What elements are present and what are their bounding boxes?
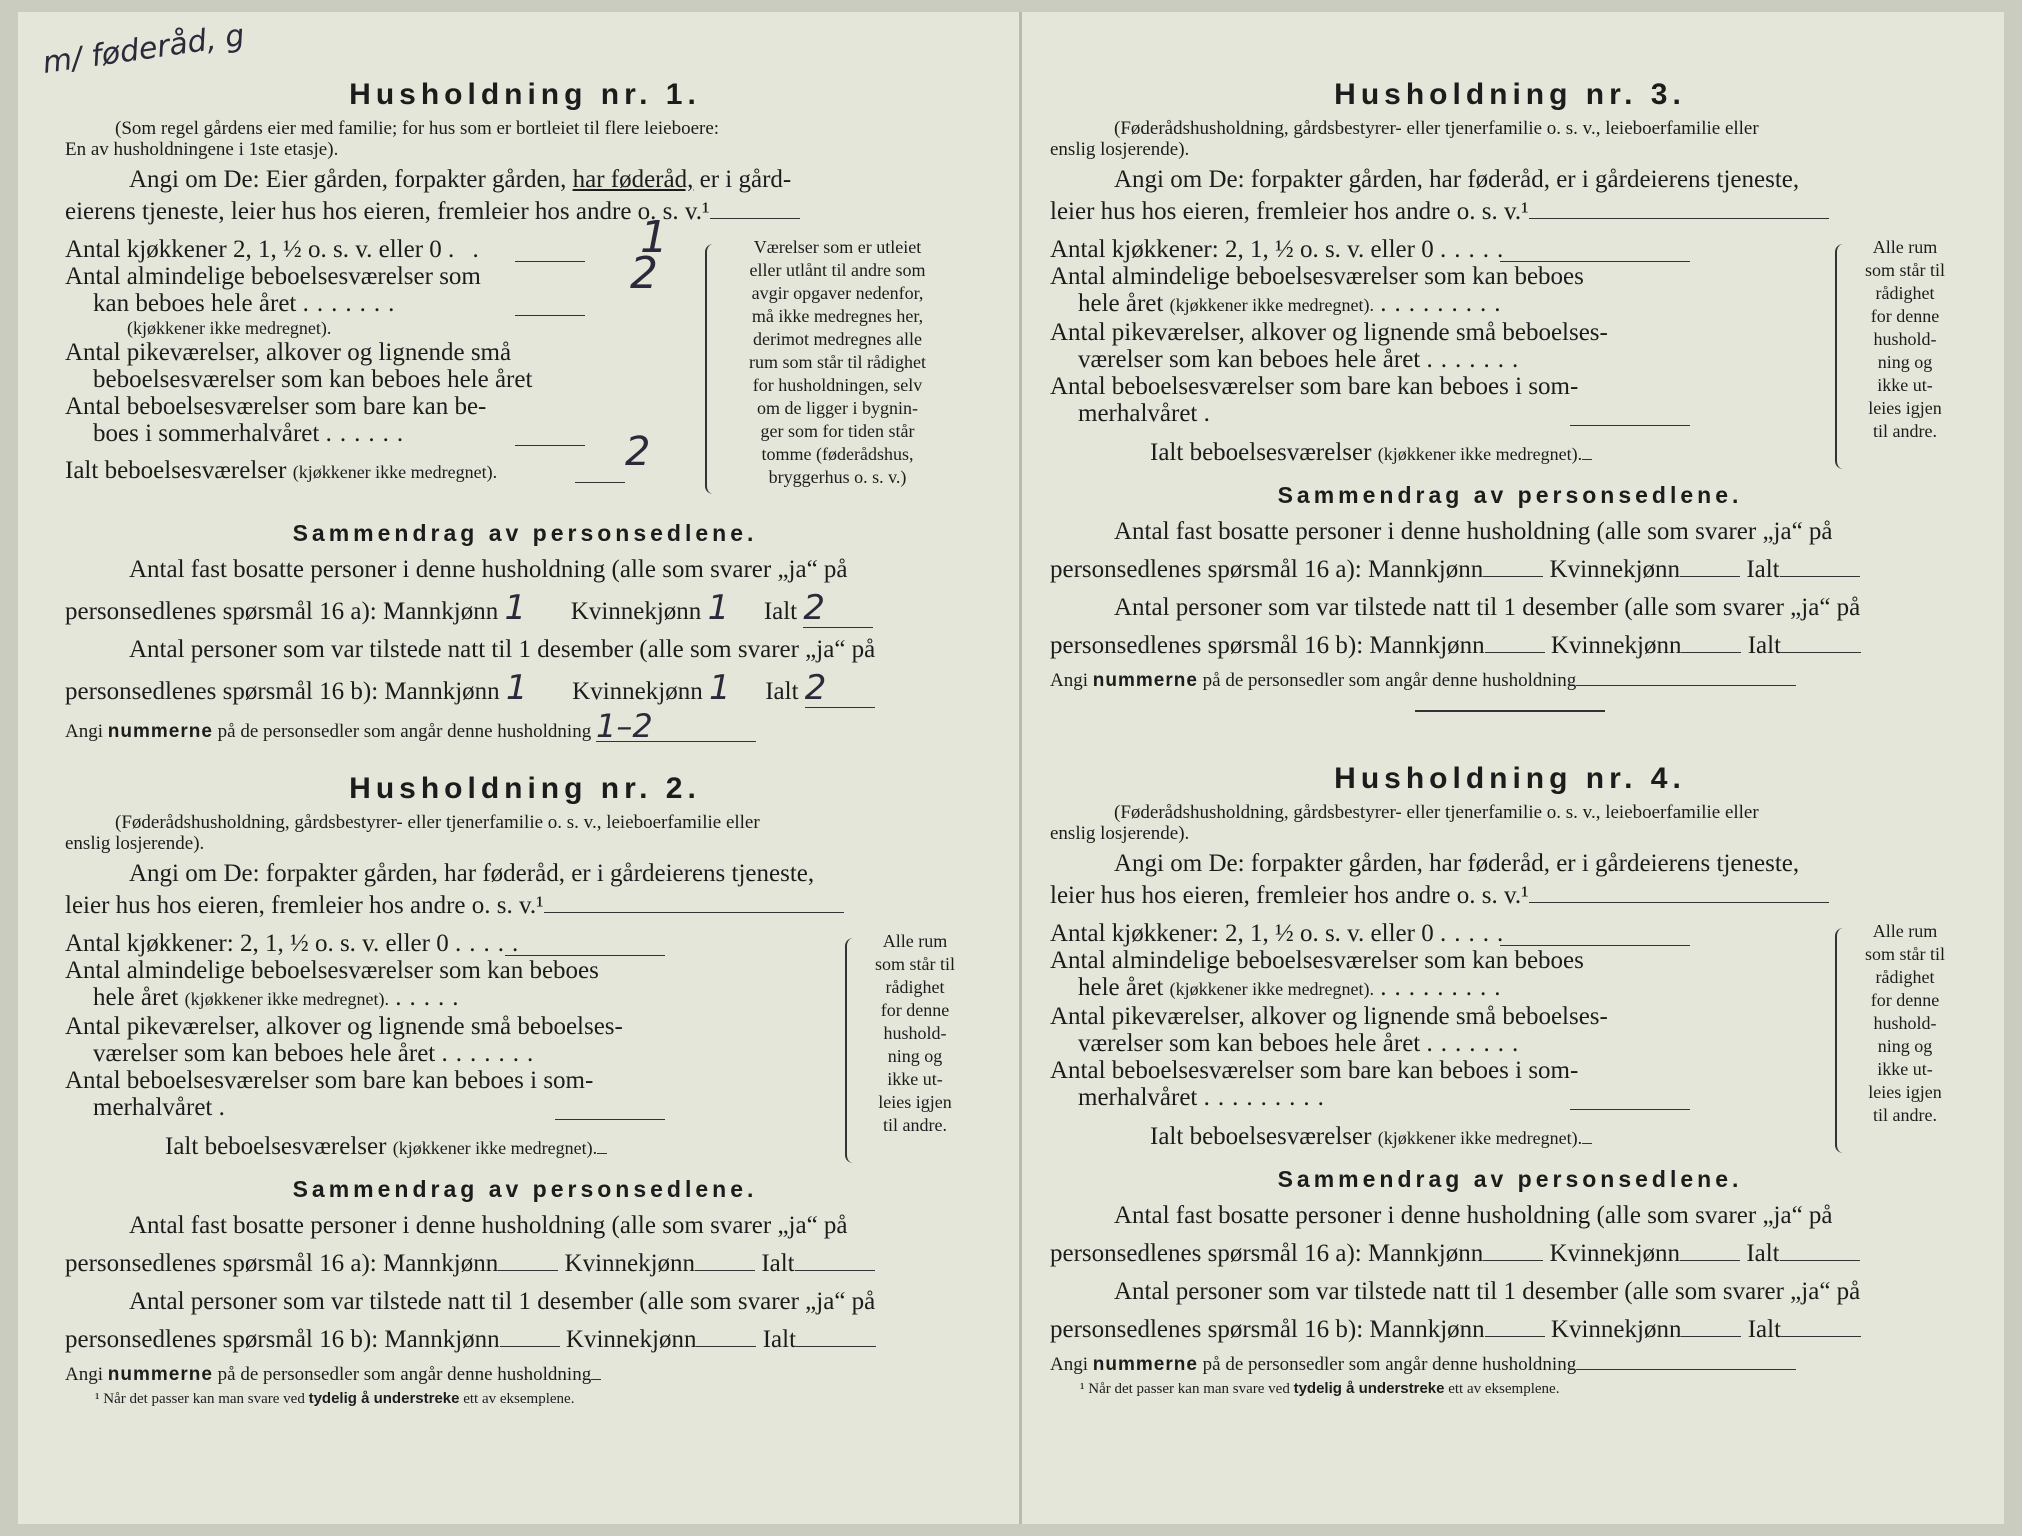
kitchens-value: 1 <box>640 212 668 263</box>
household-1-answer-underlined: har føderåd, <box>572 166 694 193</box>
footnote-right: ¹ Når det passer kan man svare ved tydelig å understreke ett av eksemplene. <box>1080 1380 1560 1397</box>
footnote-left: ¹ Når det passer kan man svare ved tydelig å understreke ett av eksemplene. <box>95 1390 575 1407</box>
section-divider <box>1415 710 1605 712</box>
household-2-note: Alle rum som står til rådighet for denne hushold- ning og ikke ut- leies igjen til andre. <box>875 931 955 1135</box>
household-1-present-counts: personsedlenes spørsmål 16 b): Mannkjønn 1 Kvinnekjønn 1 Ialt 2 <box>65 669 985 711</box>
household-1-numbers: Angi nummerne på de personsedler som angår denne husholdning 1–2 <box>65 711 985 747</box>
household-1-title: Husholdning nr. 1. <box>349 78 701 111</box>
household-3-rooms: Antal kjøkkener: 2, 1, ½ o. s. v. eller 0 ..... Antal almindelige beboelsesværelser som kan beboes hele året (kjøkkener ikke medregnet). ......... Antal pikeværelser, alkover og lignende små beboelses- værelser som kan beboes hele året ....... Antal beboelsesværelser som bare kan beboes i som- merhalvåret . Ialt beboelsesværelser (kjøkkener ikke medregnet). Alle rum som står til rådighet for denne hushold- ning og ikke ut- leies igjen til andre. <box>1050 236 1970 476</box>
household-1-question-cont: eierens tjeneste, leier hus hos eieren, fremleier hos andre o. s. v.¹ <box>65 196 985 228</box>
present-female-count: 1 <box>708 668 731 708</box>
present-total-count: 2 <box>805 669 875 708</box>
household-1-rooms: Antal kjøkkener 2, 1, ½ o. s. v. eller 0 . . 1 Antal almindelige beboelsesværelser som kan beboes hele året ....... 2 (kjøkkener ikke medregnet). Antal pikeværelser, alkover og lignende små beboelsesværelser som kan beboes hele året Antal beboelsesværelser som bare kan be- boes i sommerhalvåret ...... Ialt beboelsesværelser (kjøkkener ikke medregnet). 2 Værelser som er utleiet eller utlånt til andre som avgir opgaver nedenfor, må ikke medregnes her, derimot medregnes alle rum som står til rådighet for husholdningen, selv om de ligger i bygnin- ger som for tiden står tomme (føderådshus, bryggerhus o. s. v.) <box>65 236 985 506</box>
household-1: Husholdning nr. 1. (Som regel gårdens eier med familie; for hus som er bortleiet til flere leieboere: En av husholdningene i 1ste etasje). Angi om De: Eier gården, forpakter gården, har føderåd, er i gård- eierens tjeneste, leier hus hos eieren, fremleier hos andre o. s. v.¹ Antal kjøkkener 2, 1, ½ o. s. v. eller 0 . . 1 Antal almindelige beboelsesværelser som kan beboes hele året ....... 2 (kjøkkener ikke medregnet). Antal pikeværelser, alkover og lignende små beboelsesværelser som kan beboes hele året Antal beboelsesværelser som bare kan be- boes i sommerhalvåret ...... Ialt beboelsesværelser (kjøkkener ikke medregnet). 2 Værelser som er utleiet eller utlånt til andre som avgir opgaver nedenfor, må ikke medregnes her, derimot medregnes alle rum som står til rådighet for husholdningen, selv om de ligger i bygnin- ger som for tiden står tomme (føderådshus, bryggerhus o. s. v.) Sammendrag av personsedlene. Antal fast bosatte personer i denne husholdning (alle som svarer „ja“ på personsedlenes spørsmål 16 a): Mannkjønn 1 Kvinnekjønn 1 Ialt 2 Antal personer som var tilstede natt til 1 desember (alle som svarer „ja“ på personsedlenes spørsmål 16 b): Mannkjønn 1 Kvinnekjønn 1 Ialt 2 Angi nummerne på de personsedler som angår denne husholdning 1–2 <box>65 78 985 747</box>
household-2-rooms: Antal kjøkkener: 2, 1, ½ o. s. v. eller 0 ..... Antal almindelige beboelsesværelser som kan beboes hele året (kjøkkener ikke medregnet). ..... Antal pikeværelser, alkover og lignende små beboelses- værelser som kan beboes hele året ....... Antal beboelsesværelser som bare kan beboes i som- merhalvåret . Ialt beboelsesværelser (kjøkkener ikke medregnet). Alle rum som står til rådighet for denne hushold- ning og ikke ut- leies igjen til andre. <box>65 930 985 1170</box>
household-1-brace <box>705 244 721 494</box>
household-3: Husholdning nr. 3. (Føderådshusholdning, gårdsbestyrer- eller tjenerfamilie o. s. v., leieboerfamilie eller enslig losjerende). Angi om De: forpakter gården, har føderåd, er i gårdeierens tjeneste, leier hus hos eieren, fremleier hos andre o. s. v.¹ Antal kjøkkener: 2, 1, ½ o. s. v. eller 0 ..... Antal almindelige beboelsesværelser som kan beboes hele året (kjøkkener ikke medregnet). ......... Antal pikeværelser, alkover og lignende små beboelses- værelser som kan beboes hele året ....... Antal beboelsesværelser som bare kan beboes i som- merhalvåret . Ialt beboelsesværelser (kjøkkener ikke medregnet). Alle rum som står til rådighet for denne hushold- ning og ikke ut- leies igjen til andre. Sammendrag av personsedlene. Antal fast bosatte personer i denne husholdning (alle som svarer „ja“ på personsedlenes spørsmål 16 a): Mannkjønn Kvinnekjønn Ialt Antal personer som var tilstede natt til 1 desember (alle som svarer „ja“ på personsedlenes spørsmål 16 b): Mannkjønn Kvinnekjønn Ialt Angi nummerne på de personsedler som angår denne husholdning <box>1050 78 1970 726</box>
total-count: 2 <box>803 589 873 628</box>
present-male-count: 1 <box>505 668 528 708</box>
household-4-rooms: Antal kjøkkener: 2, 1, ½ o. s. v. eller 0 ..... Antal almindelige beboelsesværelser som kan beboes hele året (kjøkkener ikke medregnet). ......... Antal pikeværelser, alkover og lignende små beboelses- værelser som kan beboes hele året ....... Antal beboelsesværelser som bare kan beboes i som- merhalvåret ......... Ialt beboelsesværelser (kjøkkener ikke medregnet). Alle rum som står til rådighet for denne hushold- ning og ikke ut- leies igjen til andre. <box>1050 920 1970 1160</box>
household-1-resident-counts: personsedlenes spørsmål 16 a): Mannkjønn 1 Kvinnekjønn 1 Ialt 2 <box>65 589 985 631</box>
household-1-summary-title: Sammendrag av personsedlene. <box>292 520 758 546</box>
household-2: Husholdning nr. 2. (Føderådshusholdning, gårdsbestyrer- eller tjenerfamilie o. s. v., leieboerfamilie eller enslig losjerende). Angi om De: forpakter gården, har føderåd, er i gårdeierens tjeneste, leier hus hos eieren, fremleier hos andre o. s. v.¹ Antal kjøkkener: 2, 1, ½ o. s. v. eller 0 ..... Antal almindelige beboelsesværelser som kan beboes hele året (kjøkkener ikke medregnet). ..... Antal pikeværelser, alkover og lignende små beboelses- værelser som kan beboes hele året ....... Antal beboelsesværelser som bare kan beboes i som- merhalvåret . Ialt beboelsesværelser (kjøkkener ikke medregnet). Alle rum som står til rådighet for denne hushold- ning og ikke ut- leies igjen til andre. Sammendrag av personsedlene. Antal fast bosatte personer i denne husholdning (alle som svarer „ja“ på personsedlenes spørsmål 16 a): Mannkjønn Kvinnekjønn Ialt Antal personer som var tilstede natt til 1 desember (alle som svarer „ja“ på personsedlenes spørsmål 16 b): Mannkjønn Kvinnekjønn Ialt Angi nummerne på de personsedler som angår denne husholdning ¹ Når det passer kan man svare ved tydelig å understreke ett av eksemplene. <box>65 772 985 1408</box>
person-numbers-value: 1–2 <box>596 711 756 742</box>
household-4-title: Husholdning nr. 4. <box>1334 762 1686 795</box>
household-4: Husholdning nr. 4. (Føderådshusholdning, gårdsbestyrer- eller tjenerfamilie o. s. v., leieboerfamilie eller enslig losjerende). Angi om De: forpakter gården, har føderåd, er i gårdeierens tjeneste, leier hus hos eieren, fremleier hos andre o. s. v.¹ Antal kjøkkener: 2, 1, ½ o. s. v. eller 0 ..... Antal almindelige beboelsesværelser som kan beboes hele året (kjøkkener ikke medregnet). ......... Antal pikeværelser, alkover og lignende små beboelses- værelser som kan beboes hele året ....... Antal beboelsesværelser som bare kan beboes i som- merhalvåret ......... Ialt beboelsesværelser (kjøkkener ikke medregnet). Alle rum som står til rådighet for denne hushold- ning og ikke ut- leies igjen til andre. Sammendrag av personsedlene. Antal fast bosatte personer i denne husholdning (alle som svarer „ja“ på personsedlenes spørsmål 16 a): Mannkjønn Kvinnekjønn Ialt Antal personer som var tilstede natt til 1 desember (alle som svarer „ja“ på personsedlenes spørsmål 16 b): Mannkjønn Kvinnekjønn Ialt Angi nummerne på de personsedler som angår denne husholdning ¹ Når det passer kan man svare ved tydelig å understreke ett av eksemplene. <box>1050 762 1970 1398</box>
household-3-title: Husholdning nr. 3. <box>1334 78 1686 111</box>
male-count: 1 <box>504 588 527 628</box>
female-count: 1 <box>707 588 730 628</box>
rooms-value: 2 <box>630 248 658 299</box>
household-2-title: Husholdning nr. 2. <box>349 772 701 805</box>
household-3-note: Alle rum som står til rådighet for denne hushold- ning og ikke ut- leies igjen til andre. <box>1865 237 1945 441</box>
household-1-question: Angi om De: Eier gården, forpakter gården, har føderåd, er i gård- <box>129 166 792 193</box>
corner-note: m/ føderåd, g <box>40 18 247 81</box>
household-1-subtitle: (Som regel gårdens eier med familie; for hus som er bortleiet til flere leieboere: En av husholdningene i 1ste etasje). <box>65 118 720 160</box>
household-4-note: Alle rum som står til rådighet for denne hushold- ning og ikke ut- leies igjen til andre. <box>1865 921 1945 1125</box>
total-rooms-value: 2 <box>625 429 651 475</box>
page-fold <box>1019 12 1022 1524</box>
household-1-note: Værelser som er utleiet eller utlånt til andre som avgir opgaver nedenfor, må ikke medregnes her, derimot medregnes alle rum som står til rådighet for husholdningen, selv om de ligger i bygnin- ger som for tiden står tomme (føderådshus, bryggerhus o. s. v.) <box>749 237 926 487</box>
